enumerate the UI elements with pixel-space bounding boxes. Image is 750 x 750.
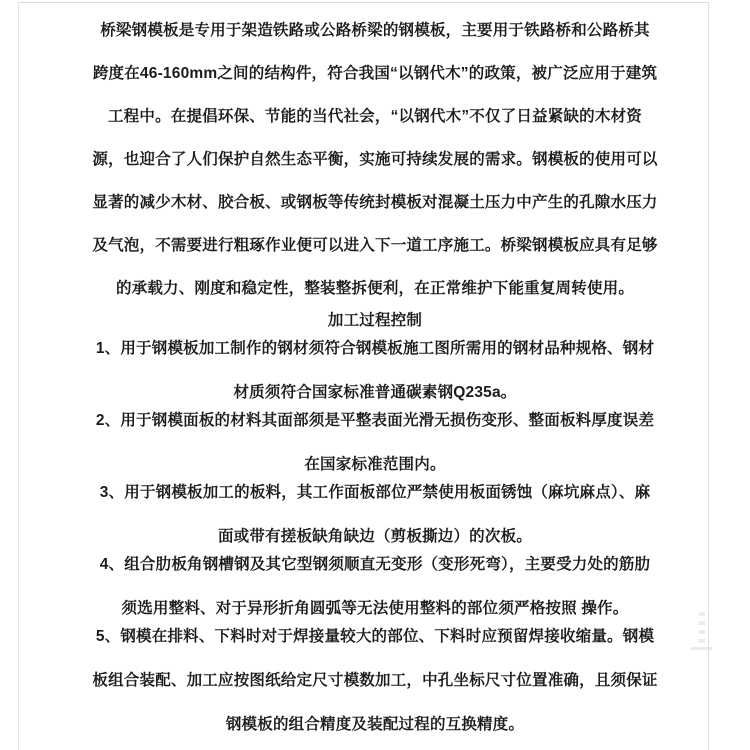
list-item-4-line-1: 4、组合肋板角钢槽钢及其它型钢须顺直无变形（变形死弯），主要受力处的筋肋: [99, 556, 651, 573]
list-item-5-line-1: 5、钢模在排料、下料时对于焊接量较大的部位、下料时应预留焊接收缩量。钢模: [95, 628, 655, 645]
list-item-2-line-2: 在国家标准范围内。: [304, 456, 446, 473]
intro-line: 源，也迎合了人们保护自然生态平衡，实施可持续发展的需求。钢模板的使用可以: [92, 151, 658, 168]
intro-line: 及气泡，不需要进行粗琢作业便可以进入下一道工序施工。桥梁钢模板应具有足够: [92, 237, 658, 254]
edge-artifact: [699, 612, 705, 616]
edge-artifact: [691, 647, 712, 650]
intro-line: 工程中。在提倡环保、节能的当代社会，“以钢代木”不仅了日益紧缺的木材资: [107, 108, 642, 125]
list-item-2-line-1: 2、用于钢模面板的材料其面部须是平整表面光滑无损伤变形、整面板料厚度误差: [95, 412, 655, 429]
intro-line: 显著的减少木材、胶合板、或钢板等传统封模板对混凝土压力中产生的孔隙水压力: [92, 194, 658, 211]
intro-line: 桥梁钢模板是专用于架造铁路或公路桥梁的钢模板，主要用于铁路桥和公路桥其: [100, 22, 650, 39]
section-heading: 加工过程控制: [327, 312, 423, 329]
edge-artifact: [699, 621, 705, 625]
list-item-1-line-1: 1、用于钢模板加工制作的钢材须符合钢模板施工图所需用的钢材品种规格、钢材: [95, 340, 655, 357]
list-item-4-line-2: 须选用整料、对于异形折角圆弧等无法使用整料的部位须严格按照 操作。: [121, 600, 629, 617]
intro-line: 跨度在46-160mm之间的结构件，符合我国“以钢代木”的政策，被广泛应用于建筑: [92, 65, 658, 82]
edge-artifact: [699, 639, 705, 643]
list-item-3-line-2: 面或带有搓板缺角缺边（剪板撕边）的次板。: [217, 528, 532, 545]
list-item-3-line-1: 3、用于钢模板加工的板料，其工作面板部位严禁使用板面锈蚀（麻坑麻点）、麻: [99, 484, 651, 501]
list-item-5-line-2: 板组合装配、加工应按图纸给定尺寸模数加工，中孔坐标尺寸位置准确，且须保证: [92, 672, 658, 689]
intro-line: 的承载力、刚度和稳定性，整装整拆便利，在正常维护下能重复周转使用。: [115, 280, 635, 297]
list-item-5-line-3: 钢模板的组合精度及装配过程的互换精度。: [225, 716, 525, 733]
list-item-1-line-2: 材质须符合国家标准普通碳素钢Q235a。: [233, 384, 517, 401]
edge-artifact: [699, 630, 705, 634]
